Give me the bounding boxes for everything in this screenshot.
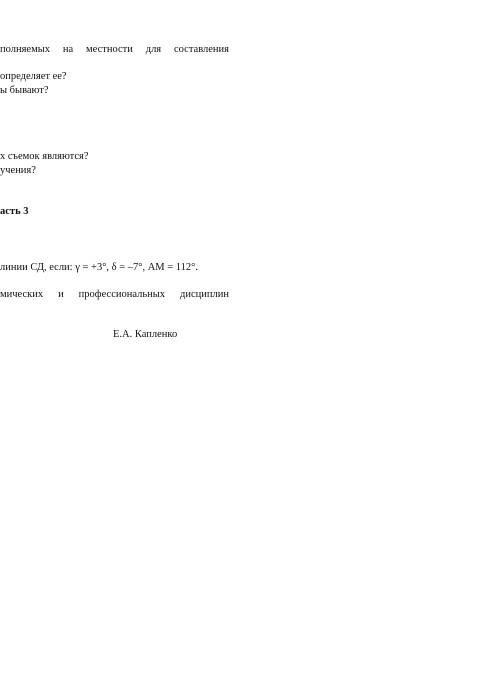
author-signature: Е.А. Капленко xyxy=(113,329,178,340)
text-line-5: учения? xyxy=(0,165,36,176)
text-line-8: мических и профессиональных дисциплин xyxy=(0,289,229,300)
task-line: линии СД, если: γ = +3°, δ = –7°, AM = 112°. xyxy=(0,262,198,273)
text-line-2: определяет ее? xyxy=(0,71,67,82)
section-heading: асть 3 xyxy=(0,206,29,217)
text-line-4: х съемок являются? xyxy=(0,151,89,162)
text-line-1: полняемых на местности для составления xyxy=(0,44,229,55)
text-line-3: ы бывают? xyxy=(0,85,49,96)
